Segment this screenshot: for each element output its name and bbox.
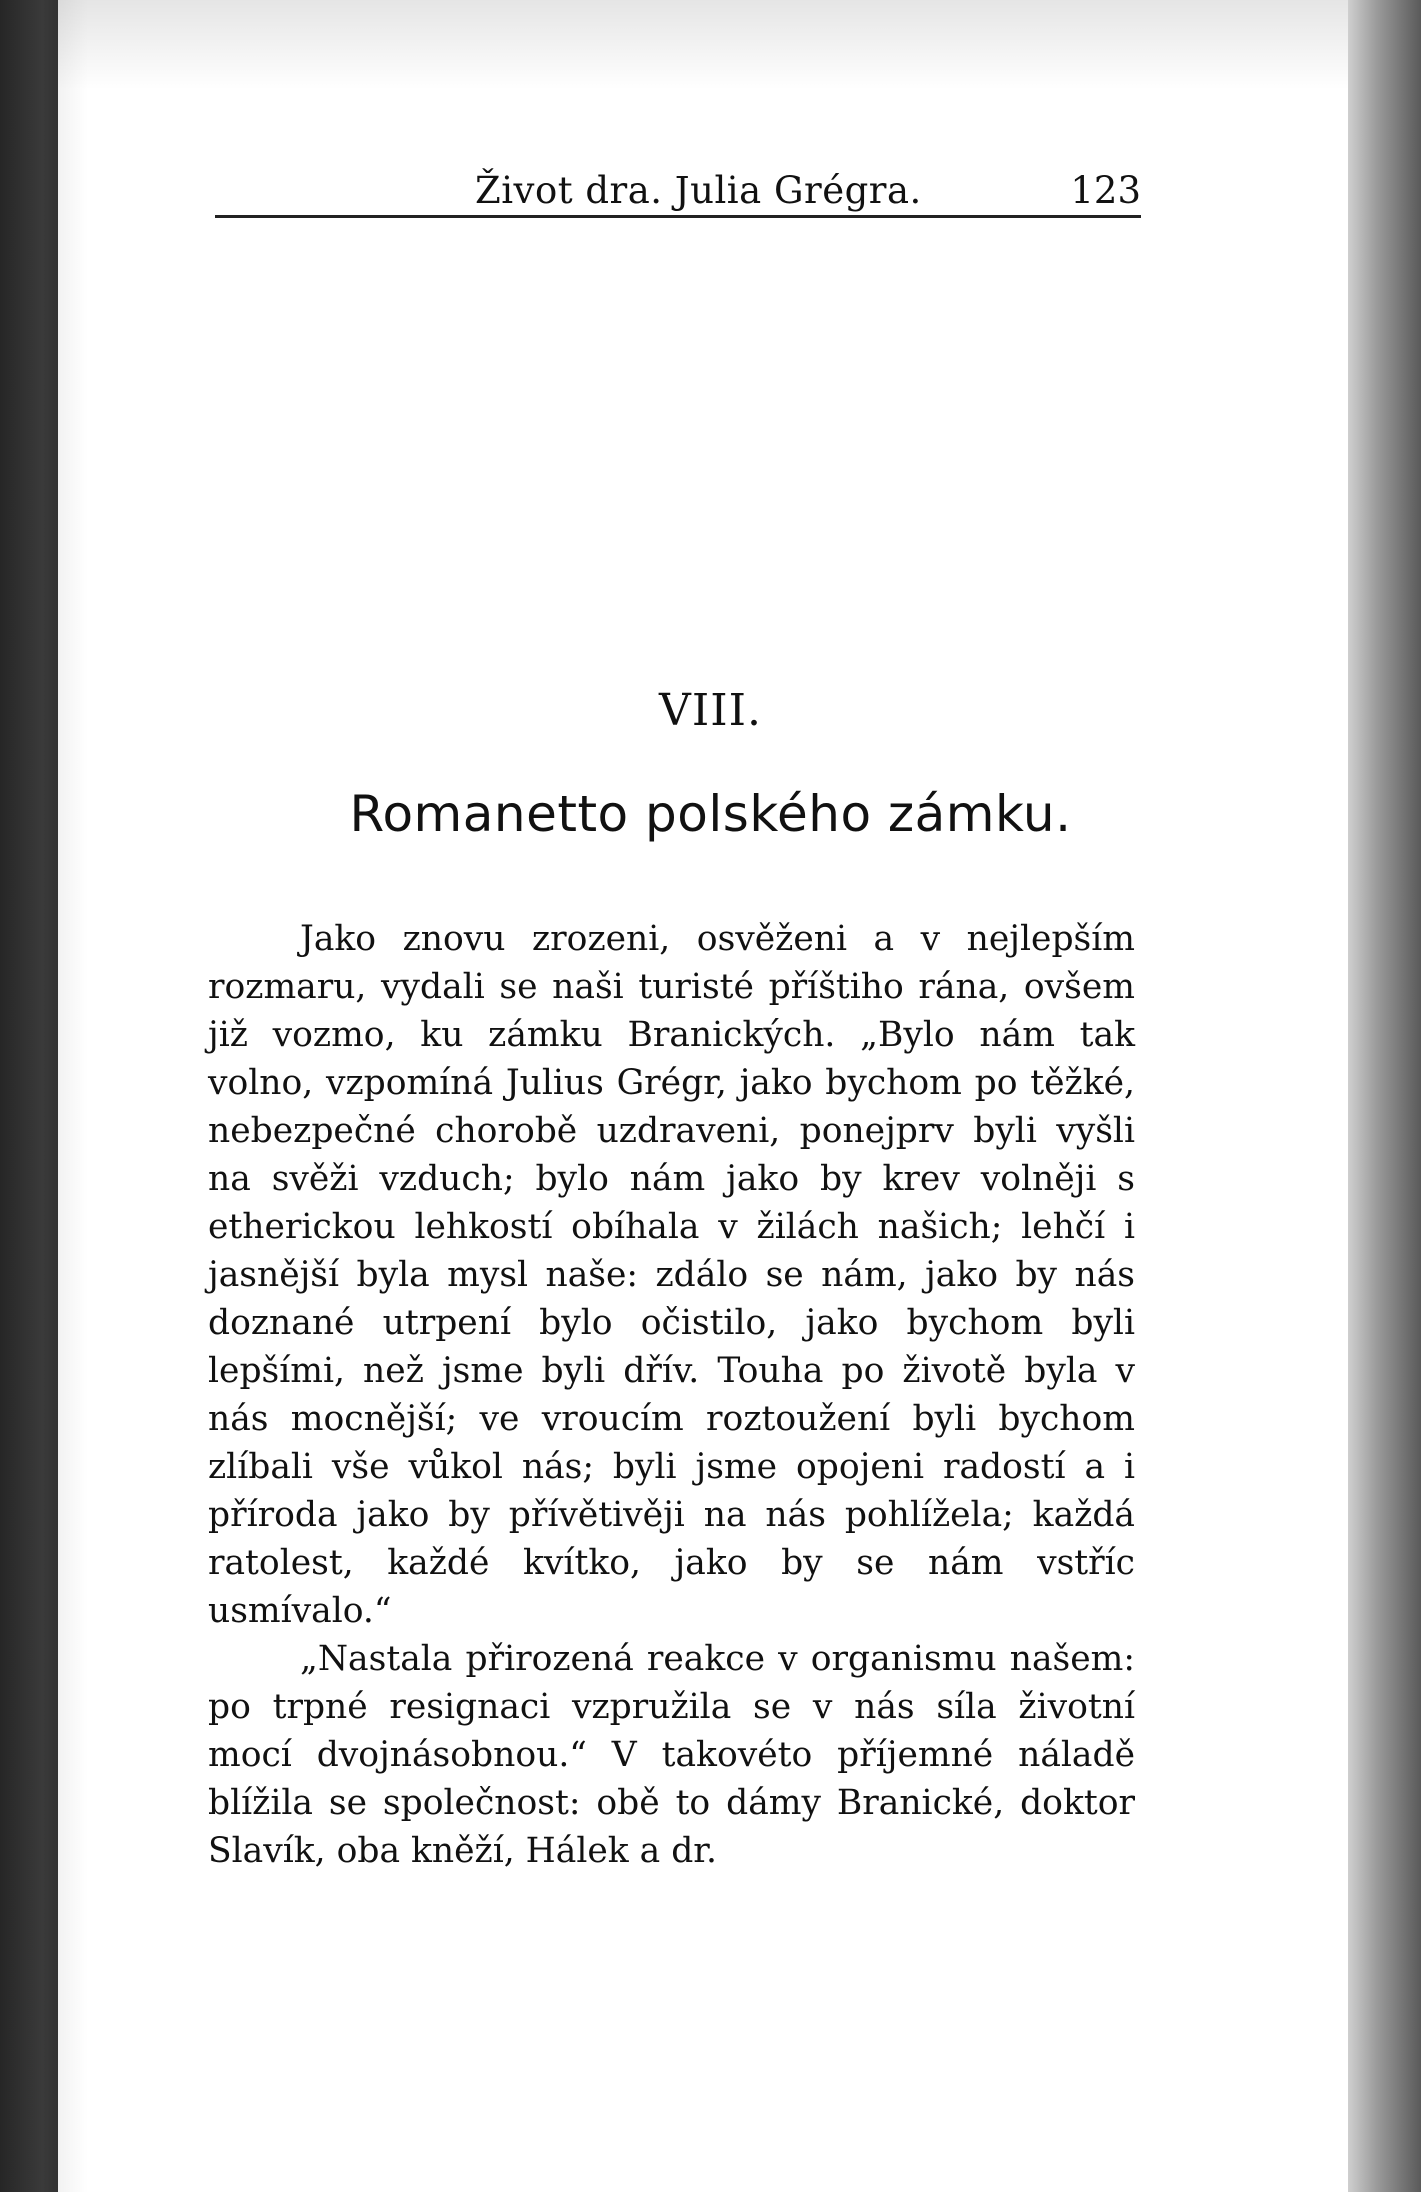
paragraph: Jako znovu zrozeni, osvěženi a v nejlepším rozmaru, vydali se naši turisté příštiho rána, ovšem již vozmo, ku zámku Branických. „Bylo nám tak volno, vzpomíná Julius Grégr, jako bychom po těžké, nebezpečné chorobě uzdraveni, ponejprv byli vyšli na svěži vzduch; bylo nám jako by krev volněji s etherickou lehkostí obíhala v žilách našich; lehčí i jasnější byla mysl naše: zdálo se nám, jako by nás doznané utrpení bylo očistilo, jako bychom byli lepšími, než jsme byli dřív. Touha po životě byla v nás mocnější; ve vroucím roztoužení byli bychom zlíbali vše vůkol nás; byli jsme opojeni radostí a i příroda jako by přívětivěji na nás pohlížela; každá ratolest, každé kvítko, jako by se nám vstříc usmívalo.“ — [208, 919, 1135, 1631]
running-title: Život dra. Julia Grégra. — [475, 169, 922, 212]
chapter-number: VIII. — [659, 685, 762, 736]
chapter-title: Romanetto polského zámku. — [349, 785, 1072, 843]
paragraph: „Nastala přirozená reakce v organismu našem: po trpné resignaci vzpružila se v nás síla životní mocí dvojnásobnou.“ V takovéto příjemné náladě blížila se společnost: obě to dámy Branické, doktor Slavík, oba kněží, Hálek a dr. — [208, 1639, 1135, 1871]
running-header — [215, 165, 1141, 218]
scan-right-edge — [1348, 0, 1421, 2192]
body-text — [208, 915, 1135, 1875]
page-number: 123 — [1070, 169, 1141, 212]
